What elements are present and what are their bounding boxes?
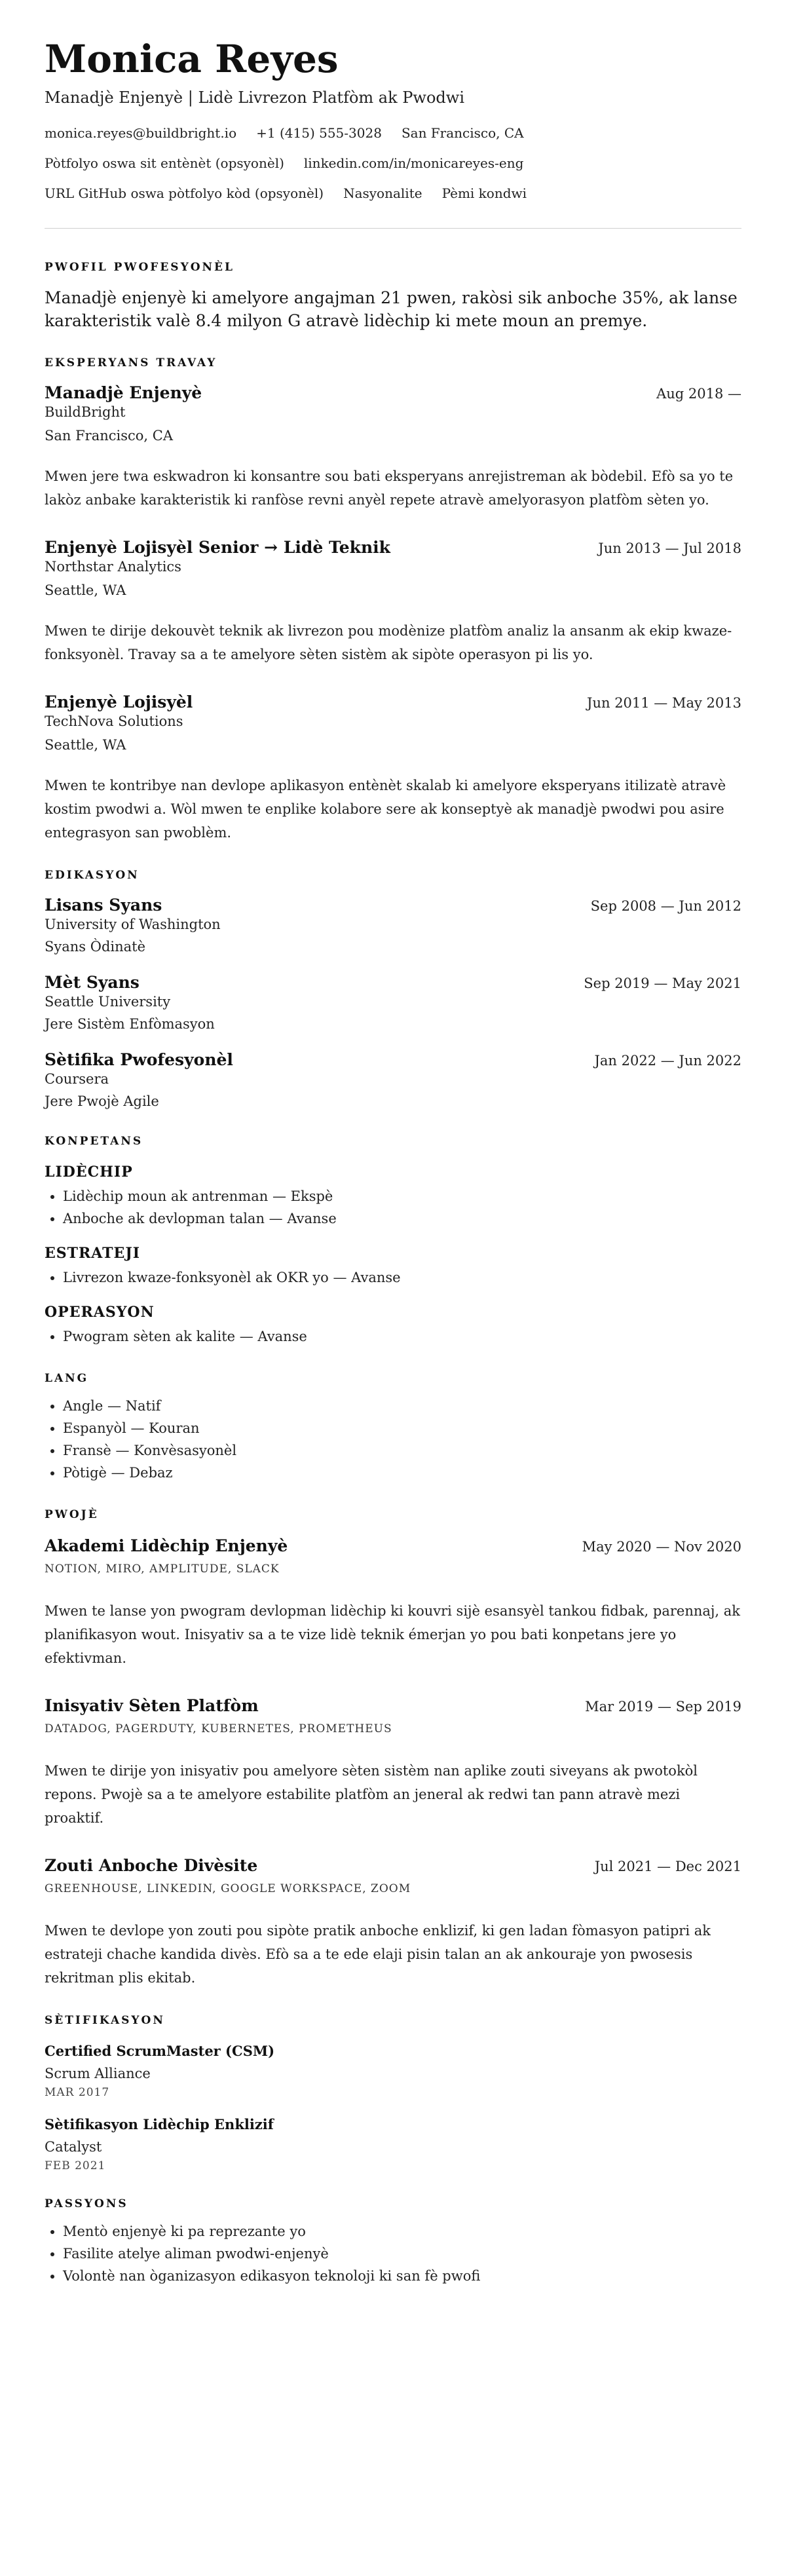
company-name: TechNova Solutions	[45, 713, 183, 729]
language-list	[45, 1395, 741, 1484]
summary-heading: PWOFIL PWOFESYONÈL	[45, 261, 234, 274]
linkedin-text: linkedin.com/in/monicareyes-eng	[303, 155, 524, 171]
interest-list	[45, 2220, 741, 2287]
project-entry	[45, 1856, 741, 1990]
skill-group	[45, 1163, 741, 1230]
interest-item: • Mentò enjenyè ki pa reprezante yo	[63, 2220, 741, 2243]
projects-section	[45, 1507, 741, 1990]
experience-entry	[45, 383, 741, 512]
project-tech: GREENHOUSE, LINKEDIN, GOOGLE WORKSPACE, ZOOM	[45, 1882, 411, 1895]
skill-item: • Anboche ak devlopman talan — Avanse	[63, 1207, 741, 1230]
experience-entry	[45, 538, 741, 666]
project-entry	[45, 1696, 741, 1830]
projects-heading: PWOJÈ	[45, 1508, 99, 1521]
education-dates: Sep 2019 — May 2021	[584, 975, 741, 991]
header-divider	[45, 228, 741, 229]
skill-list	[45, 1185, 741, 1230]
education-heading: EDIKASYON	[45, 869, 140, 882]
school-name: University of Washington	[45, 917, 221, 932]
job-title: Enjenyè Lojisyèl	[45, 692, 193, 711]
education-entry	[45, 973, 741, 1033]
phone-text: +1 (415) 555-3028	[256, 125, 382, 141]
work-permit-text: Pèmi kondwi	[441, 185, 527, 201]
skill-group-title: LIDÈCHIP	[45, 1164, 133, 1181]
job-location: San Francisco, CA	[45, 428, 174, 444]
job-location: Seattle, WA	[45, 582, 126, 598]
skill-list	[45, 1325, 741, 1348]
skill-item: • Pwogram sèten ak kalite — Avanse	[63, 1325, 741, 1348]
education-entry	[45, 1050, 741, 1110]
interest-item: • Fasilite atelye aliman pwodwi-enjenyè	[63, 2243, 741, 2265]
field-of-study: Jere Pwojè Agile	[45, 1093, 159, 1109]
certification-entry	[45, 2042, 741, 2100]
project-tech: NOTION, MIRO, AMPLITUDE, SLACK	[45, 1563, 280, 1576]
education-entry	[45, 896, 741, 956]
job-description: Mwen te kontribye nan devlope aplikasyon entènèt skalab ki amelyore eksperyans itilizatè atravè kostim pwodwi a. Wòl mwen te enplike kolabore sere ak konseptyè ak manadjè pwodwi pou asire entegrasyon san pwoblèm.	[45, 778, 726, 841]
languages-section	[45, 1371, 741, 1484]
contact-row-primary	[45, 124, 741, 142]
email-text: monica.reyes@buildbright.io	[45, 125, 237, 141]
skill-group-title: OPERASYON	[45, 1304, 155, 1321]
skill-list	[45, 1266, 741, 1289]
company-name: Northstar Analytics	[45, 559, 181, 575]
degree-title: Mèt Syans	[45, 973, 140, 992]
project-title: Inisyativ Sèten Platfòm	[45, 1696, 259, 1715]
certification-issuer: Scrum Alliance	[45, 2066, 151, 2081]
job-title: Manadjè Enjenyè	[45, 383, 202, 402]
certification-date: MAR 2017	[45, 2086, 110, 2099]
skill-item: • Livrezon kwaze-fonksyonèl ak OKR yo — Avanse	[63, 1266, 741, 1289]
summary-section	[45, 260, 741, 332]
language-item: • Espanyòl — Kouran	[63, 1417, 741, 1439]
project-tech: DATADOG, PAGERDUTY, KUBERNETES, PROMETHEUS	[45, 1722, 392, 1735]
interest-item: • Volontè nan òganizasyon edikasyon teknoloji ki san fè pwofi	[63, 2265, 741, 2287]
portfolio-text: Pòtfolyo oswa sit entènèt (opsyonèl)	[45, 155, 284, 171]
languages-heading: LANG	[45, 1372, 89, 1385]
degree-title: Sètifika Pwofesyonèl	[45, 1050, 233, 1069]
job-dates: Jun 2011 — May 2013	[587, 695, 741, 711]
company-name: BuildBright	[45, 404, 126, 420]
interests-section	[45, 2197, 741, 2287]
school-name: Seattle University	[45, 994, 171, 1010]
education-dates: Sep 2008 — Jun 2012	[590, 898, 741, 914]
language-item: • Angle — Natif	[63, 1395, 741, 1417]
school-name: Coursera	[45, 1071, 109, 1087]
certifications-heading: SÈTIFIKASYON	[45, 2014, 165, 2027]
project-entry	[45, 1536, 741, 1670]
job-title: Enjenyè Lojisyèl Senior → Lidè Teknik	[45, 538, 390, 557]
project-description: Mwen te devlope yon zouti pou sipòte pratik anboche enklizif, ki gen ladan fòmasyon patipri ak estrateji chache kandida divès. Efò sa a te ede elaji pisin talan an ak ankouraje yon pwosesis rekritman plis ekitab.	[45, 1923, 711, 1986]
project-dates: Mar 2019 — Sep 2019	[585, 1699, 741, 1714]
project-dates: Jul 2021 — Dec 2021	[594, 1859, 741, 1874]
certification-name: Sètifikasyon Lidèchip Enklizif	[45, 2116, 274, 2132]
nationality-text: Nasyonalite	[343, 185, 422, 201]
field-of-study: Syans Òdinatè	[45, 939, 146, 955]
project-title: Zouti Anboche Divèsite	[45, 1856, 258, 1875]
candidate-tagline: Manadjè Enjenyè | Lidè Livrezon Platfòm ak Pwodwi	[45, 88, 465, 107]
skill-group	[45, 1303, 741, 1348]
job-description: Mwen jere twa eskwadron ki konsantre sou bati eksperyans anrejistreman ak bòdebil. Efò sa yo te lakòz anbake karakteristik ki ranfòse revni anyèl repete atravè amelyorasyon platfòm sèten yo.	[45, 468, 734, 508]
field-of-study: Jere Sistèm Enfòmasyon	[45, 1016, 215, 1032]
location-text: San Francisco, CA	[401, 125, 524, 141]
certification-name: Certified ScrumMaster (CSM)	[45, 2043, 275, 2059]
job-dates: Jun 2013 — Jul 2018	[598, 540, 741, 556]
experience-section	[45, 356, 741, 844]
certification-date: FEB 2021	[45, 2159, 106, 2172]
language-item: • Pòtigè — Debaz	[63, 1462, 741, 1484]
job-dates: Aug 2018 —	[656, 386, 741, 402]
contact-row-extra	[45, 185, 741, 202]
skill-item: • Lidèchip moun ak antrenman — Ekspè	[63, 1185, 741, 1207]
skill-group	[45, 1244, 741, 1289]
education-dates: Jan 2022 — Jun 2022	[594, 1053, 741, 1069]
certification-issuer: Catalyst	[45, 2139, 102, 2155]
skills-heading: KONPETANS	[45, 1135, 143, 1148]
job-location: Seattle, WA	[45, 737, 126, 753]
experience-heading: EKSPERYANS TRAVAY	[45, 356, 217, 369]
experience-entry	[45, 692, 741, 844]
skill-group-title: ESTRATEJI	[45, 1245, 141, 1262]
github-text: URL GitHub oswa pòtfolyo kòd (opsyonèl)	[45, 185, 324, 201]
degree-title: Lisans Syans	[45, 896, 162, 915]
job-description: Mwen te dirije dekouvèt teknik ak livrezon pou modènize platfòm analiz la ansanm ak ekip kwaze-fonksyonèl. Travay sa a te amelyore sèten sistèm ak sipòte operasyon pi lis yo.	[45, 623, 732, 662]
candidate-name: Monica Reyes	[45, 37, 339, 81]
interests-heading: PASSYONS	[45, 2197, 128, 2210]
summary-text: Manadjè enjenyè ki amelyore angajman 21 pwen, rakòsi sik anboche 35%, ak lanse karakteristik valè 8.4 milyon G atravè lidèchip ki mete moun an premye.	[45, 288, 738, 330]
language-item: • Fransè — Konvèsasyonèl	[63, 1439, 741, 1462]
education-section	[45, 868, 741, 1110]
certification-entry	[45, 2115, 741, 2173]
contact-row-links	[45, 155, 741, 172]
project-description: Mwen te dirije yon inisyativ pou amelyore sèten sistèm nan aplike zouti siveyans ak pwotokòl repons. Pwojè sa a te amelyore estabilite platfòm an jeneral ak redwi tan pann atravè mezi proaktif.	[45, 1763, 698, 1826]
project-description: Mwen te lanse yon pwogram devlopman lidèchip ki kouvri sijè esansyèl tankou fidbak, parennaj, ak planifikasyon wout. Inisyativ sa a te vize lidè teknik émerjan yo pou bati konpetans jere yo efektivman.	[45, 1603, 741, 1666]
project-title: Akademi Lidèchip Enjenyè	[45, 1536, 288, 1555]
resume-header	[45, 37, 741, 229]
project-dates: May 2020 — Nov 2020	[582, 1539, 741, 1555]
skills-section	[45, 1134, 741, 1348]
certifications-section	[45, 2013, 741, 2173]
